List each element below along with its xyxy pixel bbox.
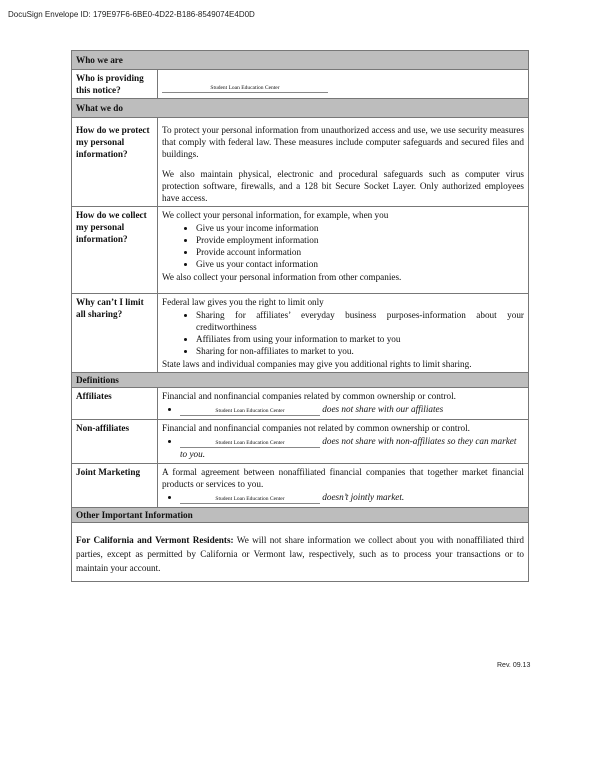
list-item: • Provide account information bbox=[196, 246, 524, 258]
limit-question: Why can’t I limit all sharing? bbox=[72, 294, 158, 373]
provider-name-fill: Student Loan Education Center bbox=[162, 85, 328, 93]
non-affiliates-statement: does not share with non-affiliates so they can market to you. bbox=[180, 436, 517, 459]
limit-intro: Federal law gives you the right to limit only bbox=[162, 297, 324, 307]
list-item: • Affiliates from using your information to market to you bbox=[196, 333, 524, 345]
affiliates-statement-list bbox=[162, 403, 524, 416]
row-other-info bbox=[72, 523, 529, 582]
list-item: • Sharing for affiliates’ everyday business purposes-information about your creditworthiness bbox=[196, 309, 524, 333]
joint-marketing-statement-list bbox=[162, 491, 524, 504]
residents-text: We will not share information we collect about you with nonaffiliated third parties, except as permitted by California or Vermont law, respectively, such as to process your transactions or to maintain your account. bbox=[76, 535, 524, 573]
joint-marketing-company-fill: Student Loan Education Center bbox=[180, 496, 320, 504]
other-info-body bbox=[72, 523, 529, 582]
affiliates-definition bbox=[158, 388, 529, 420]
affiliates-term: Affiliates bbox=[72, 388, 158, 420]
row-limit bbox=[72, 294, 529, 373]
protect-paragraph-1: To protect your personal information from unauthorized access and use, we use security measures that comply with federal law. These measures include computer safeguards and secured files and buildings. bbox=[162, 125, 524, 159]
limit-outro: State laws and individual companies may give you additional rights to limit sharing. bbox=[162, 359, 472, 369]
revision-label: Rev. 09.13 bbox=[497, 662, 531, 669]
collect-outro: We also collect your personal information from other companies. bbox=[162, 272, 402, 282]
other-info-header: Other Important Information bbox=[72, 508, 529, 523]
collect-question: How do we collect my personal information? bbox=[72, 207, 158, 294]
limit-answer bbox=[158, 294, 529, 373]
list-item: • Sharing for non-affiliates to market to you. bbox=[196, 345, 524, 357]
section-header-definitions bbox=[72, 373, 529, 388]
envelope-id: DocuSign Envelope ID: 179E97F6-6BE0-4D22-B186-8549074E4D0D bbox=[8, 10, 255, 19]
list-item bbox=[180, 435, 524, 460]
joint-marketing-term: Joint Marketing bbox=[72, 464, 158, 508]
row-affiliates bbox=[72, 388, 529, 420]
limit-list bbox=[162, 309, 524, 357]
protect-answer bbox=[158, 118, 529, 207]
row-who-providing bbox=[72, 70, 529, 99]
section-header-who bbox=[72, 51, 529, 70]
row-joint-marketing bbox=[72, 464, 529, 508]
collect-answer bbox=[158, 207, 529, 294]
collect-list bbox=[162, 222, 524, 270]
who-providing-answer-cell bbox=[158, 70, 529, 99]
non-affiliates-definition bbox=[158, 420, 529, 464]
list-item bbox=[180, 403, 524, 416]
list-item: • Give us your contact information bbox=[196, 258, 524, 270]
section-header-what bbox=[72, 99, 529, 118]
joint-marketing-definition-text: A formal agreement between nonaffiliated financial companies that together market financial products or services to you. bbox=[162, 467, 524, 489]
affiliates-statement: does not share with our affiliates bbox=[322, 404, 444, 414]
who-we-are-header: Who we are bbox=[72, 51, 529, 70]
non-affiliates-statement-list bbox=[162, 435, 524, 460]
definitions-header: Definitions bbox=[72, 373, 529, 388]
affiliates-company-fill: Student Loan Education Center bbox=[180, 408, 320, 416]
joint-marketing-definition bbox=[158, 464, 529, 508]
affiliates-definition-text: Financial and nonfinancial companies related by common ownership or control. bbox=[162, 391, 456, 401]
who-providing-question: Who is providing this notice? bbox=[72, 70, 158, 99]
residents-lead: For California and Vermont Residents: bbox=[76, 535, 234, 545]
non-affiliates-company-fill: Student Loan Education Center bbox=[180, 440, 320, 448]
collect-intro: We collect your personal information, for example, when you bbox=[162, 210, 389, 220]
list-item bbox=[180, 491, 524, 504]
privacy-notice-table bbox=[71, 50, 529, 582]
row-non-affiliates bbox=[72, 420, 529, 464]
row-protect bbox=[72, 118, 529, 207]
list-item: • Provide employment information bbox=[196, 234, 524, 246]
row-collect bbox=[72, 207, 529, 294]
protect-paragraph-2: We also maintain physical, electronic and procedural safeguards such as computer virus protection software, firewalls, and a 128 bit Secure Socket Layer. Only authorized employees have access. bbox=[162, 169, 524, 203]
what-we-do-header: What we do bbox=[72, 99, 529, 118]
list-item: • Give us your income information bbox=[196, 222, 524, 234]
non-affiliates-definition-text: Financial and nonfinancial companies not related by common ownership or control. bbox=[162, 423, 470, 433]
protect-question: How do we protect my personal information? bbox=[72, 118, 158, 207]
non-affiliates-term: Non-affiliates bbox=[72, 420, 158, 464]
section-header-other bbox=[72, 508, 529, 523]
joint-marketing-statement: doesn’t jointly market. bbox=[322, 492, 405, 502]
